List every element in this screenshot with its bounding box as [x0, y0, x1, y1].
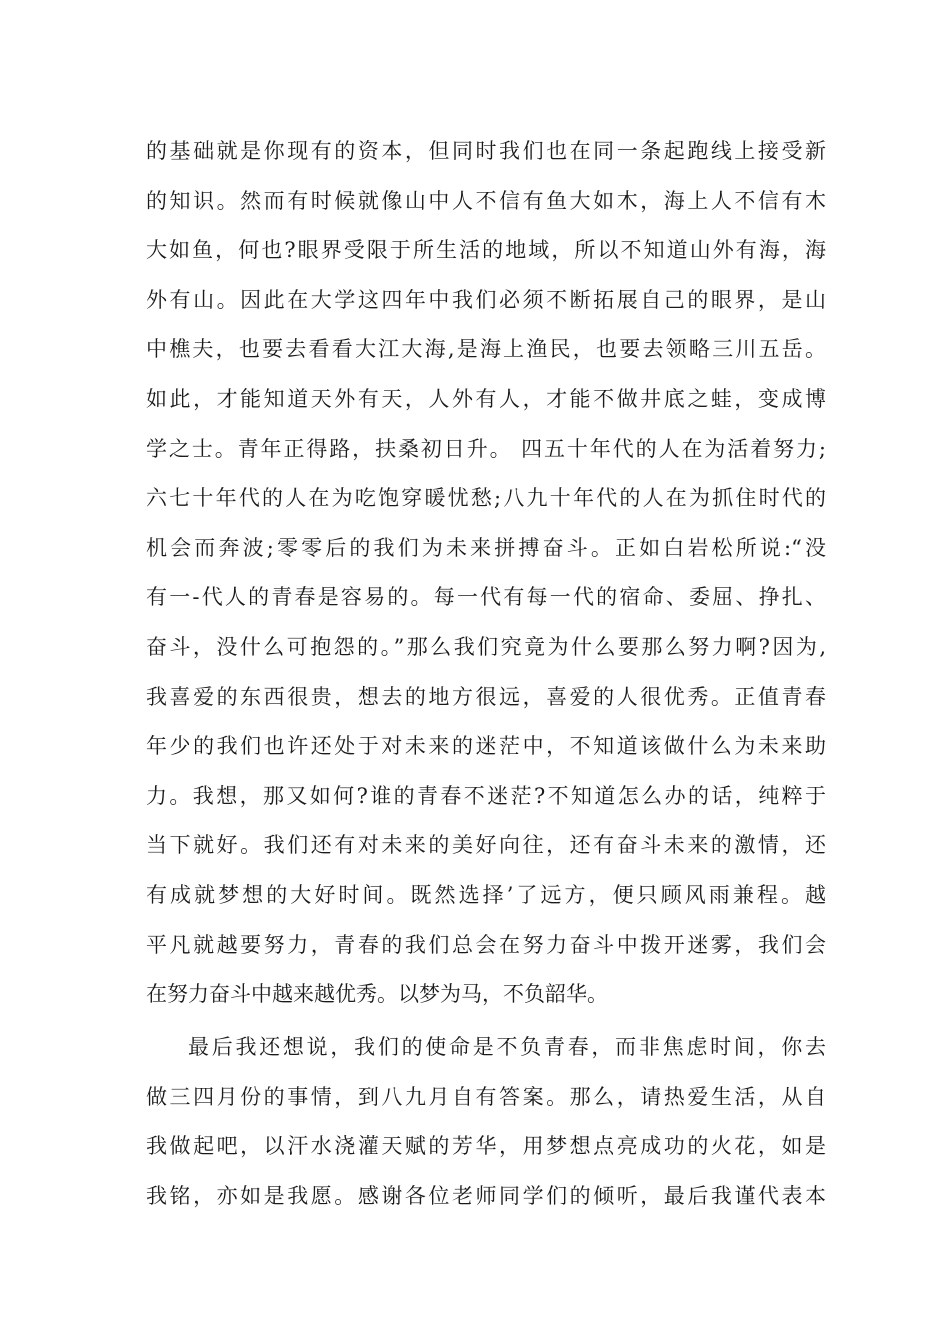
text-line: 力。我想，那又如何?谁的青春不迷茫?不知道怎么办的话，纯粹于	[146, 783, 826, 808]
text-line: 在努力奋斗中越来越优秀。以梦为马，不负韶华。	[146, 982, 608, 1007]
text-line: 我铭，亦如是我愿。感谢各位老师同学们的倾听，最后我谨代表本	[146, 1183, 826, 1208]
paragraph-2	[146, 1023, 826, 1221]
paragraph-1	[146, 127, 826, 1020]
text-line: 机会而奔波;零零后的我们为未来拼搏奋斗。正如白岩松所说:“没	[146, 535, 826, 560]
text-line: 学之士。青年正得路，扶桑初日升。 四五十年代的人在为活着努力;	[146, 436, 826, 461]
text-line: 当下就好。我们还有对未来的美好向往，还有奋斗未来的激情，还	[146, 833, 826, 858]
text-line: 有一-代人的青春是容易的。每一代有每一代的宿命、委屈、挣扎、	[146, 585, 826, 610]
text-line: 六七十年代的人在为吃饱穿暖忧愁;八九十年代的人在为抓住时代的	[146, 486, 826, 511]
text-line: 中樵夫，也要去看看大江大海,是海上渔民，也要去领略三川五岳。	[146, 337, 826, 362]
text-line: 年少的我们也许还处于对未来的迷茫中，不知道该做什么为未来助	[146, 734, 826, 759]
text-line: 最后我还想说，我们的使命是不负青春，而非焦虑时间，你去	[188, 1035, 826, 1059]
text-line: 做三四月份的事情，到八九月自有答案。那么，请热爱生活，从自	[146, 1084, 826, 1109]
text-line: 我做起吧，以汗水浇灌天赋的芳华，用梦想点亮成功的火花，如是	[146, 1134, 826, 1159]
text-line: 的知识。然而有时候就像山中人不信有鱼大如木，海上人不信有木	[146, 188, 826, 213]
text-line: 的基础就是你现有的资本，但同时我们也在同一条起跑线上接受新	[146, 139, 826, 163]
text-line: 有成就梦想的大好时间。既然选择’了远方，便只顾风雨兼程。越	[146, 882, 826, 907]
text-line: 如此，才能知道天外有天，人外有人，才能不做井底之蛙，变成博	[146, 386, 826, 411]
text-line: 奋斗，没什么可抱怨的。”那么我们究竟为什么要那么努力啊?因为,	[146, 634, 826, 659]
text-line: 我喜爱的东西很贵，想去的地方很远，喜爱的人很优秀。正值青春	[146, 684, 826, 709]
text-line: 平凡就越要努力，青春的我们总会在努力奋斗中拨开迷雾，我们会	[146, 932, 826, 957]
text-line: 外有山。因此在大学这四年中我们必须不断拓展自己的眼界，是山	[146, 287, 826, 312]
text-line: 大如鱼，何也?眼界受限于所生活的地域，所以不知道山外有海，海	[146, 238, 826, 263]
